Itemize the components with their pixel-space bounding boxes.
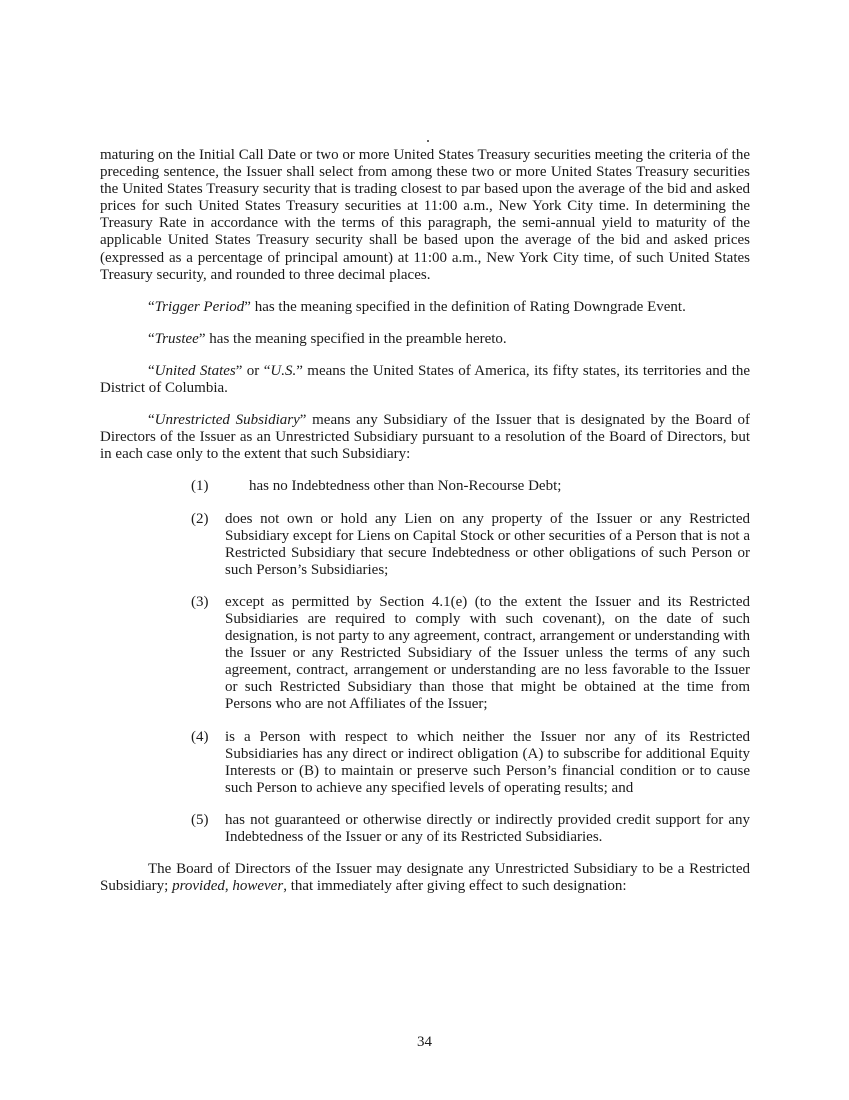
defined-term: Unrestricted Subsidiary: [154, 412, 300, 429]
comma: ,: [224, 878, 233, 895]
paragraph-text: , that immediately after giving effect to such designation:: [283, 878, 627, 895]
treasury-rate-continuation: maturing on the Initial Call Date or two or more United States Treasury securities meeting the criteria of the preceding sentence, the Issuer shall select from among these two or more United States Treasury securities the United States Treasury security that is trading closest to par based upon the average of the bid and asked prices for such United States Treasury securities at 11:00 a.m., New York City time. In determining the Treasury Rate in accordance with the terms of this paragraph, the semi-annual yield to maturity of the applicable United States Treasury security shall be based upon the average of the bid and asked prices (expressed as a percentage of principal amount) at 11:00 a.m., New York City time, of such United States Treasury security, and rounded to three decimal places.: [100, 147, 750, 283]
page-number: 34: [417, 1034, 432, 1050]
list-number: (3): [191, 593, 209, 610]
list-text: has not guaranteed or otherwise directly or indirectly provided credit support for any Indebtedness of the Issuer or any of its Restricted Subsidiaries.: [225, 811, 750, 845]
document-page: [100, 147, 750, 910]
definition-unrestricted-subsidiary: [100, 412, 750, 463]
list-text: does not own or hold any Lien on any property of the Issuer or any Restricted Subsidiary except for Liens on Capital Stock or other securities of a Person that is not a Restricted Subsidiary that secure Indebtedness or other obligations of such Person or such Person’s Subsidiaries;: [225, 510, 750, 578]
list-item: [191, 511, 750, 579]
definition-trigger-period: [100, 299, 750, 316]
definition-text: has the meaning specified in the preamble hereto.: [205, 330, 507, 347]
list-number: (5): [191, 811, 209, 828]
close-quote: ”: [244, 298, 251, 315]
paragraph-text: The Board of Directors of the Issuer may designate any Unrestricted Subsidiary to be a Restricted Subsidiary;: [100, 861, 750, 895]
list-item: [191, 729, 750, 797]
stray-mark: [427, 140, 429, 142]
defined-term: Trustee: [154, 330, 199, 347]
list-item: [191, 478, 750, 495]
open-quote: “: [148, 330, 155, 347]
close-quote: ”: [235, 362, 243, 379]
however-term: however: [232, 878, 284, 895]
list-text: except as permitted by Section 4.1(e) (to the extent the Issuer and its Restricted Subsidiaries are required to comply with such covenant), on the date of such designation, is not party to any agreement, contract, arrangement or understanding with the Issuer or any Restricted Subsidiary of the Issuer unless the terms of any such agreement, contract, arrangement or understanding are no less favorable to the Issuer or such Restricted Subsidiary than those that might be obtained at the time from Persons who are not Affiliates of the Issuer;: [225, 593, 750, 713]
open-quote: “: [148, 298, 155, 315]
close-quote: ”: [299, 412, 307, 429]
subsidiary-conditions-list: [100, 478, 750, 846]
defined-term: United States: [154, 362, 236, 379]
list-item: [191, 812, 750, 846]
close-quote: ”: [198, 330, 206, 347]
open-quote: “: [148, 412, 155, 429]
open-quote: “: [148, 362, 155, 379]
definition-text: means any Subsidiary of the Issuer that is designated by the Board of Directors of the Issuer as an Unrestricted Subsidiary pursuant to a resolution of the Board of Directors, but in each case only to the extent that such Subsidiary:: [100, 412, 750, 463]
proviso-term: provided: [172, 878, 225, 895]
definition-united-states: [100, 363, 750, 397]
close-quote: ”: [296, 362, 303, 379]
list-number: (4): [191, 728, 209, 745]
or-text: or: [242, 362, 264, 379]
defined-term: U.S.: [270, 362, 297, 379]
defined-term: Trigger Period: [154, 298, 245, 315]
list-item: [191, 594, 750, 714]
designation-paragraph: [100, 861, 750, 895]
definition-text: means the United States of America, its fifty states, its territories and the District of Columbia.: [100, 362, 751, 397]
list-text: has no Indebtedness other than Non-Recourse Debt;: [249, 478, 562, 495]
open-quote: “: [263, 362, 271, 379]
definition-text: has the meaning specified in the definition of Rating Downgrade Event.: [250, 298, 686, 315]
definition-trustee: [100, 331, 750, 348]
list-number: (1): [191, 478, 209, 495]
list-text: is a Person with respect to which neither the Issuer nor any of its Restricted Subsidiaries has any direct or indirect obligation (A) to subscribe for additional Equity Interests or (B) to maintain or preserve such Person’s financial condition or to cause such Person to achieve any specified levels of operating results; and: [225, 728, 750, 796]
list-number: (2): [191, 510, 209, 527]
